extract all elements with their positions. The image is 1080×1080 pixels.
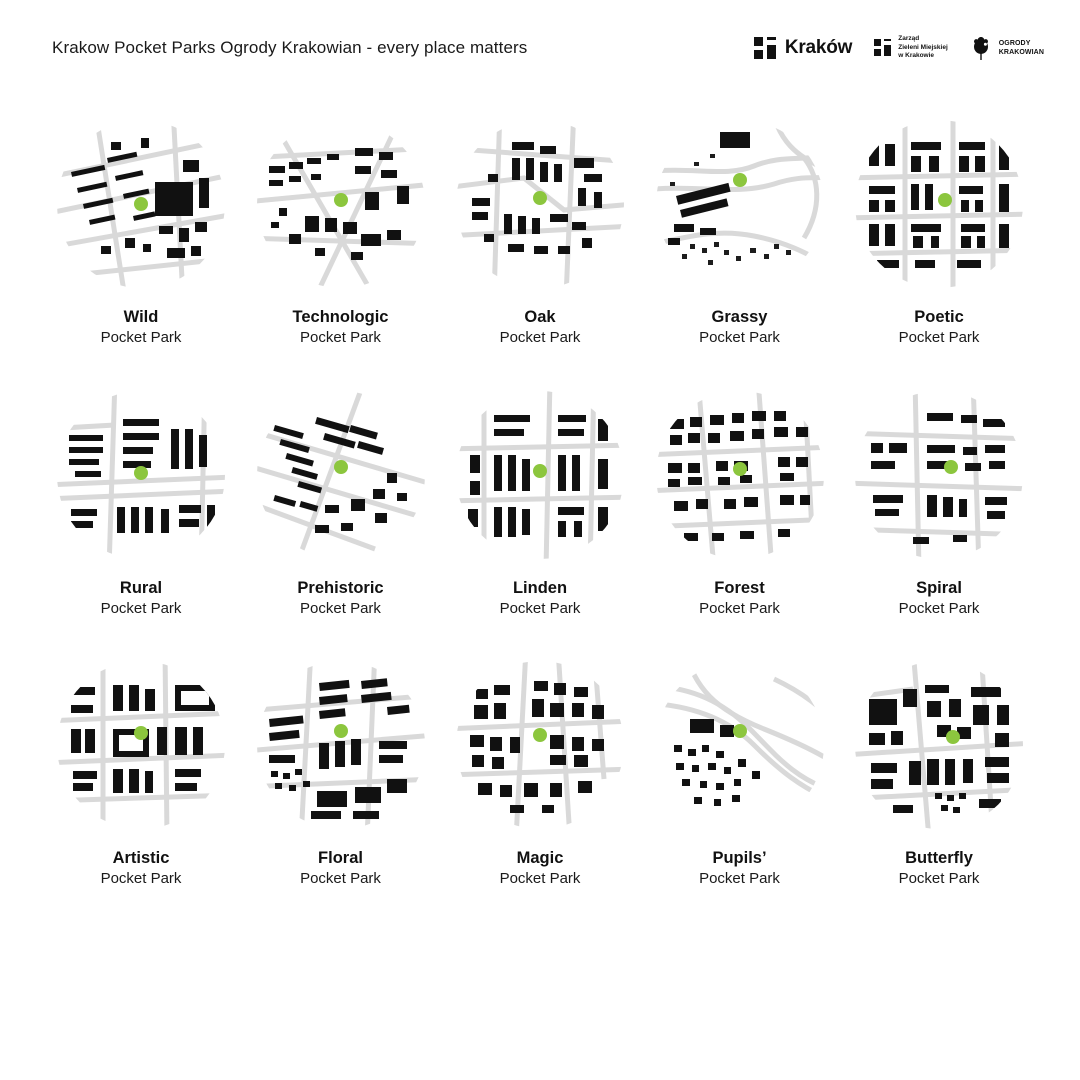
park-map-thumbnail[interactable] xyxy=(55,389,227,561)
park-label xyxy=(293,306,389,349)
park-map-thumbnail[interactable] xyxy=(55,659,227,831)
park-name: Poetic xyxy=(914,308,964,326)
park-map-thumbnail[interactable] xyxy=(55,118,227,290)
park-map-thumbnail[interactable] xyxy=(853,389,1025,561)
park-card-poetic[interactable] xyxy=(850,118,1028,349)
park-card-technologic[interactable] xyxy=(252,118,430,349)
park-card-oak[interactable] xyxy=(451,118,629,349)
park-subtitle: Pocket Park xyxy=(898,599,980,617)
zzm-logo-line2: Zieleni Miejskiej xyxy=(898,43,948,51)
park-map-thumbnail[interactable] xyxy=(654,659,826,831)
park-label xyxy=(101,577,182,620)
krakow-logo-text: Kraków xyxy=(784,36,853,58)
page-header xyxy=(0,26,1080,70)
park-card-forest[interactable] xyxy=(651,389,829,620)
park-map-thumbnail[interactable] xyxy=(853,118,1025,290)
park-subtitle: Pocket Park xyxy=(499,599,581,617)
park-subtitle: Pocket Park xyxy=(898,329,980,347)
park-label xyxy=(500,577,581,620)
park-name: Forest xyxy=(714,578,765,597)
park-card-pupils[interactable] xyxy=(651,659,829,890)
park-grid-row xyxy=(52,118,1028,349)
park-map-thumbnail[interactable] xyxy=(255,118,427,290)
ogrody-logo-line1: OGRODY xyxy=(998,39,1031,47)
park-label xyxy=(899,577,980,620)
ogrody-krakowian-logo xyxy=(970,35,1044,61)
park-map-thumbnail[interactable] xyxy=(454,659,626,831)
park-subtitle: Pocket Park xyxy=(100,329,182,347)
park-card-prehistoric[interactable] xyxy=(252,389,430,620)
park-subtitle: Pocket Park xyxy=(100,599,182,617)
park-label xyxy=(699,306,780,349)
park-card-grassy[interactable] xyxy=(651,118,829,349)
park-card-butterfly[interactable] xyxy=(850,659,1028,890)
park-label xyxy=(500,306,581,349)
zzm-logo xyxy=(874,35,948,61)
park-subtitle: Pocket Park xyxy=(699,870,780,888)
park-subtitle: Pocket Park xyxy=(300,329,381,347)
park-name: Magic xyxy=(516,849,564,868)
krakow-logo-icon xyxy=(754,37,776,59)
park-grid-row xyxy=(52,389,1028,620)
park-label xyxy=(101,306,182,349)
park-subtitle: Pocket Park xyxy=(100,870,182,888)
park-card-rural[interactable] xyxy=(52,389,230,620)
zzm-logo-text xyxy=(898,35,948,61)
park-name: Butterfly xyxy=(905,849,973,868)
zzm-logo-line1: Zarząd xyxy=(898,34,920,42)
park-name: Floral xyxy=(318,849,363,868)
park-subtitle: Pocket Park xyxy=(699,599,780,617)
park-label xyxy=(101,847,182,890)
park-label xyxy=(699,847,780,890)
park-map-thumbnail[interactable] xyxy=(255,659,427,831)
park-map-thumbnail[interactable] xyxy=(255,389,427,561)
park-name: Artistic xyxy=(112,849,170,868)
park-subtitle: Pocket Park xyxy=(699,329,780,347)
zzm-logo-icon xyxy=(874,39,891,56)
ogrody-logo-line2: KRAKOWIAN xyxy=(998,48,1044,56)
park-name: Oak xyxy=(524,308,556,326)
park-name: Grassy xyxy=(711,308,768,326)
park-card-wild[interactable] xyxy=(52,118,230,349)
park-card-floral[interactable] xyxy=(252,659,430,890)
park-label xyxy=(300,847,381,890)
park-card-artistic[interactable] xyxy=(52,659,230,890)
park-grid xyxy=(52,118,1028,890)
park-subtitle: Pocket Park xyxy=(300,599,381,617)
park-name: Linden xyxy=(512,578,568,597)
park-name: Prehistoric xyxy=(297,578,384,597)
page-title: Krakow Pocket Parks Ogrody Krakowian - every place matters xyxy=(52,38,528,57)
park-map-thumbnail[interactable] xyxy=(454,118,626,290)
park-map-thumbnail[interactable] xyxy=(853,659,1025,831)
park-subtitle: Pocket Park xyxy=(898,870,980,888)
ogrody-krakowian-logo-text xyxy=(999,39,1044,57)
park-label xyxy=(899,847,980,890)
park-grid-row xyxy=(52,659,1028,890)
park-name: Spiral xyxy=(916,578,962,597)
park-map-thumbnail[interactable] xyxy=(454,389,626,561)
park-card-magic[interactable] xyxy=(451,659,629,890)
park-name: Wild xyxy=(123,308,159,326)
park-label xyxy=(500,847,581,890)
park-name: Rural xyxy=(119,578,163,597)
tulip-icon xyxy=(970,35,992,61)
park-label xyxy=(899,306,980,349)
park-label xyxy=(699,577,780,620)
park-subtitle: Pocket Park xyxy=(499,870,581,888)
krakow-logo xyxy=(754,37,852,59)
park-card-spiral[interactable] xyxy=(850,389,1028,620)
park-name: Pupils’ xyxy=(712,849,767,868)
park-name: Technologic xyxy=(292,308,389,326)
park-label xyxy=(297,577,383,620)
park-card-linden[interactable] xyxy=(451,389,629,620)
zzm-logo-line3: w Krakowie xyxy=(898,52,935,60)
park-subtitle: Pocket Park xyxy=(300,870,381,888)
logo-group xyxy=(754,35,1044,61)
park-map-thumbnail[interactable] xyxy=(654,389,826,561)
park-subtitle: Pocket Park xyxy=(499,329,581,347)
park-map-thumbnail[interactable] xyxy=(654,118,826,290)
